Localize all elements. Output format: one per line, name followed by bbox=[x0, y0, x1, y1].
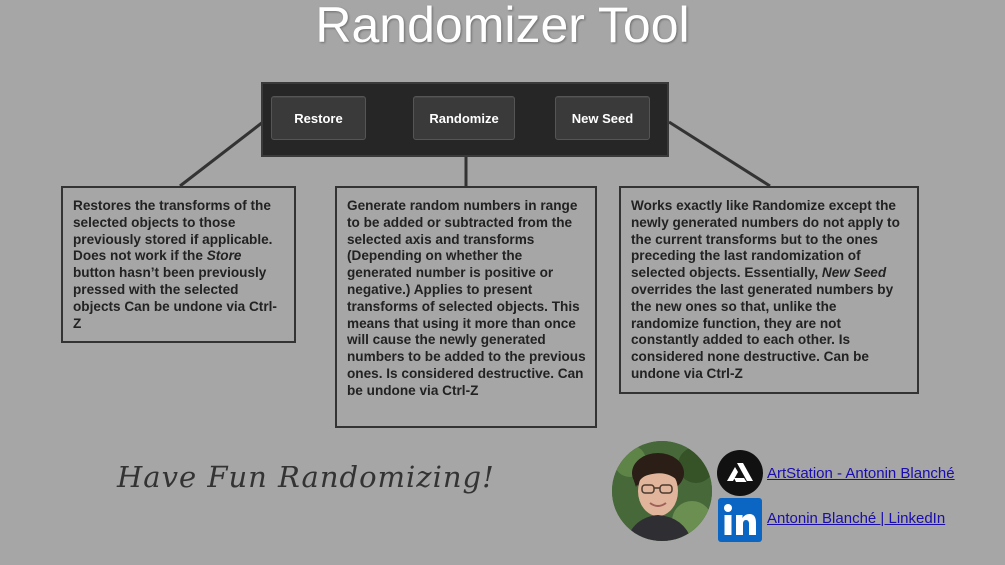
new-seed-name-word: New Seed bbox=[821, 265, 887, 281]
new-seed-description bbox=[619, 186, 919, 394]
randomize-text: Generate random numbers in range to be added or subtracted from the selected axis and transforms (Depending on whether the generated number is positive or negative.) Applies to present transforms of selected objects. This means that using it more than once will cause the newly generated numbers to be added to the previous ones. Is considered destructive. Can be undone via Ctrl-Z bbox=[347, 198, 586, 398]
randomize-description bbox=[335, 186, 597, 428]
randomize-button[interactable]: Randomize bbox=[413, 96, 515, 140]
new-seed-text-b: overrides the last generated numbers by the new ones so that, unlike the randomize function, they are not constantly added to each other. Is considered none destructive. Can be undone via Ctrl-Z bbox=[631, 281, 894, 381]
avatar bbox=[612, 441, 712, 541]
restore-store-word: Store bbox=[206, 248, 242, 264]
restore-text-a: Restores the transforms of the selected objects to those previously stored if applicable. Does not work if the bbox=[73, 198, 273, 264]
tagline: Have Fun Randomizing! bbox=[117, 460, 495, 494]
artstation-link[interactable]: ArtStation - Antonin Blanché bbox=[767, 465, 955, 482]
restore-button[interactable]: Restore bbox=[271, 96, 366, 140]
page-title: Randomizer Tool bbox=[315, 0, 690, 53]
new-seed-button[interactable]: New Seed bbox=[555, 96, 650, 140]
randomizer-toolbar bbox=[261, 82, 669, 157]
new-seed-text-a: Works exactly like Randomize except the newly generated numbers do not apply to the current transforms but to the ones preceding the last randomization of selected objects. Essentially, bbox=[631, 198, 900, 281]
restore-description bbox=[61, 186, 296, 343]
artstation-icon[interactable] bbox=[717, 450, 763, 496]
restore-text-b: button hasn’t been previously pressed with the selected objects Can be undone via Ctrl-Z bbox=[73, 265, 277, 331]
linkedin-link[interactable]: Antonin Blanché | LinkedIn bbox=[767, 510, 946, 527]
linkedin-icon[interactable] bbox=[718, 498, 762, 542]
